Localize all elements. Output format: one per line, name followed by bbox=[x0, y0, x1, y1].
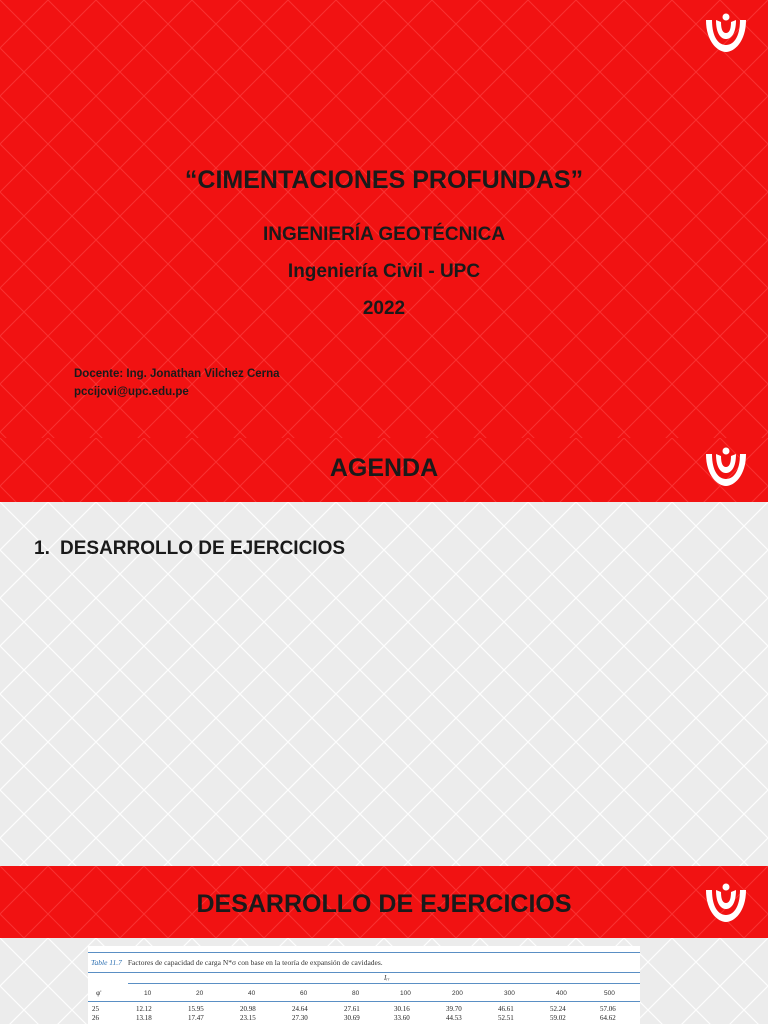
program-name: Ingeniería Civil - UPC bbox=[287, 261, 481, 282]
title-slide bbox=[0, 0, 768, 438]
table-header-row bbox=[88, 990, 640, 1000]
table-cell: 27.61 bbox=[344, 1005, 360, 1013]
table-row bbox=[88, 1014, 640, 1024]
table-cell: 30.16 bbox=[394, 1005, 410, 1013]
agenda-item-number: 1. bbox=[34, 538, 50, 559]
table-col-header: 80 bbox=[352, 990, 360, 997]
table-cell: 52.24 bbox=[550, 1005, 566, 1013]
table-cell: 27.30 bbox=[292, 1014, 308, 1022]
table-col-header: 60 bbox=[300, 990, 308, 997]
upc-logo-icon bbox=[700, 12, 752, 56]
table-caption bbox=[91, 958, 383, 967]
table-col-header: 20 bbox=[196, 990, 204, 997]
table-cell: 30.69 bbox=[344, 1014, 360, 1022]
teacher-email: pccijovi@upc.edu.pe bbox=[74, 386, 189, 398]
table-cell: 64.62 bbox=[600, 1014, 616, 1022]
exercise-header-bar bbox=[0, 866, 768, 938]
table-caption-text: Factores de capacidad de carga N*σ con base en la teoría de expansión de cavidades. bbox=[127, 958, 383, 967]
table-row-header: φ' bbox=[96, 990, 102, 997]
table-rule bbox=[88, 952, 640, 953]
table-cell: 59.02 bbox=[550, 1014, 566, 1022]
agenda-item-label: DESARROLLO DE EJERCICIOS bbox=[60, 538, 346, 559]
presentation-title: “CIMENTACIONES PROFUNDAS” bbox=[184, 166, 584, 194]
table-col-header: 400 bbox=[556, 990, 567, 997]
table-col-header: 100 bbox=[400, 990, 411, 997]
table-cell: 52.51 bbox=[498, 1014, 514, 1022]
table-cell: 17.47 bbox=[188, 1014, 204, 1022]
table-cell: 46.61 bbox=[498, 1005, 514, 1013]
table-col-header: 40 bbox=[248, 990, 256, 997]
table-col-header: 300 bbox=[504, 990, 515, 997]
bearing-capacity-table bbox=[88, 946, 640, 1024]
table-cell: 13.18 bbox=[136, 1014, 152, 1022]
table-cell: 25 bbox=[92, 1005, 99, 1013]
course-name: INGENIERÍA GEOTÉCNICA bbox=[262, 224, 506, 245]
table-cell: 39.70 bbox=[446, 1005, 462, 1013]
table-rule bbox=[88, 1001, 640, 1002]
table-cell: 26 bbox=[92, 1014, 99, 1022]
table-ir-label: Iᵣᵣ bbox=[384, 974, 390, 982]
table-label: Table 11.7 bbox=[91, 958, 122, 967]
table-cell: 20.98 bbox=[240, 1005, 256, 1013]
table-cell: 12.12 bbox=[136, 1005, 152, 1013]
exercise-title: DESARROLLO DE EJERCICIOS bbox=[196, 890, 572, 918]
table-cell: 57.06 bbox=[600, 1005, 616, 1013]
table-cell: 15.95 bbox=[188, 1005, 204, 1013]
upc-logo-icon bbox=[700, 882, 752, 926]
table-cell: 33.60 bbox=[394, 1014, 410, 1022]
table-cell: 24.64 bbox=[292, 1005, 308, 1013]
upc-logo-icon bbox=[700, 446, 752, 490]
table-col-header: 500 bbox=[604, 990, 615, 997]
teacher-name: Docente: Ing. Jonathan Vilchez Cerna bbox=[74, 368, 280, 380]
table-cell: 44.53 bbox=[446, 1014, 462, 1022]
table-col-header: 200 bbox=[452, 990, 463, 997]
agenda-header-bar bbox=[0, 438, 768, 502]
year-label: 2022 bbox=[362, 298, 406, 319]
agenda-title: AGENDA bbox=[329, 454, 439, 482]
table-cell: 23.15 bbox=[240, 1014, 256, 1022]
table-col-header: 10 bbox=[144, 990, 152, 997]
table-rule bbox=[128, 983, 640, 984]
agenda-item bbox=[34, 538, 345, 560]
table-rule bbox=[88, 972, 640, 973]
